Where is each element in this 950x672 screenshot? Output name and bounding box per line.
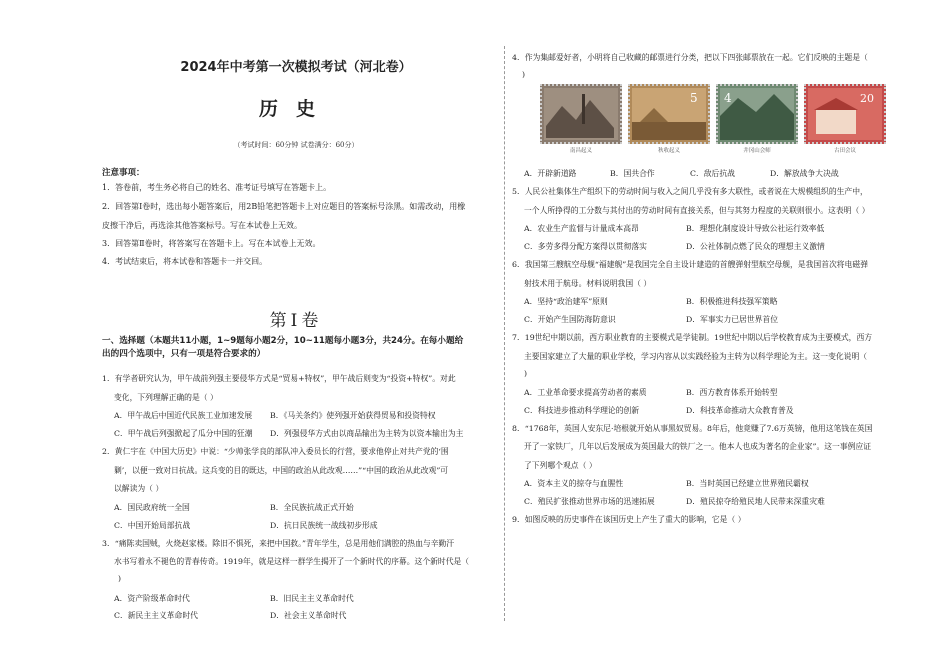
question-text: 6．我国第三艘航空母舰“福建舰”是我国完全自主设计建造的首艘弹射型航空母舰，是我国首次将电磁弹 bbox=[512, 260, 868, 269]
question-text: 3．“痛陈卖国贼，火烧赵家楼。除旧不惧死，来把中国救。”青年学生，总是用他们满腔的热血与辛勤汗 bbox=[102, 539, 455, 548]
option: B．旧民主主义革命时代 bbox=[270, 594, 354, 603]
option: A．坚持“政治建军”原则 bbox=[524, 297, 608, 306]
subject-title: 历史 bbox=[258, 98, 333, 120]
stamp-image bbox=[628, 84, 710, 144]
option: B．全民族抗战正式开始 bbox=[270, 503, 354, 512]
note-item: 皮擦干净后，再选涂其他答案标号。写在本试卷上无效。 bbox=[102, 221, 302, 230]
option: C．科技进步推动科学理论的创新 bbox=[524, 406, 640, 415]
stamp-value: 4 bbox=[724, 91, 732, 105]
stamp-illustration bbox=[806, 86, 884, 142]
option: C．中国开始局部抗战 bbox=[114, 521, 191, 530]
question-text: 5．人民公社集体生产组织下的劳动时间与收入之间几乎没有多大联性，或者说在大规模组织的生产中， bbox=[512, 187, 868, 196]
page-title: 2024年中考第一次模拟考试（河北卷） bbox=[180, 60, 412, 75]
stamp-illustration bbox=[718, 86, 796, 142]
question-text: 以解读为（ ） bbox=[114, 484, 164, 493]
option: D．社会主义革命时代 bbox=[270, 611, 347, 620]
question-text: 8．“1768年，英国人安东尼·培根就开始从事黑奴贸易。8年后，他竟赚了7.6万英镑，他用这笔钱在英国 bbox=[512, 424, 873, 433]
question-text: ) bbox=[522, 70, 526, 79]
question-text: 9．如图反映的历史事件在该国历史上产生了重大的影响，它是（ ） bbox=[512, 515, 746, 524]
stamp-value: 20 bbox=[860, 92, 874, 105]
option: C．新民主主义革命时代 bbox=[114, 611, 198, 620]
note-item: 1．答卷前，考生务必将自己的姓名、准考证号填写在答题卡上。 bbox=[102, 183, 332, 192]
section-heading-line: 一、选择题（本题共11小题，1~9题每小题2分，10~11题每小题3分，共24分。在每小题给 bbox=[102, 336, 464, 346]
stamp-image bbox=[716, 84, 798, 144]
question-text: 一个人所挣得的工分数与其付出的劳动时间有直接关系，但与其努力程度的关联则很小。这表明（ ） bbox=[524, 206, 870, 215]
option: D．抗日民族统一战线初步形成 bbox=[270, 521, 378, 530]
question-text: 主要国家建立了大量的职业学校，学习内容从以实践经验为主转为以科学理论为主。这一变化说明（ bbox=[524, 352, 868, 361]
stamp-caption: 古田会议 bbox=[833, 148, 856, 154]
question-text: 变化，下列理解正确的是（ ） bbox=[114, 393, 218, 402]
option: C．开始产生国防海防意识 bbox=[524, 315, 616, 324]
option: B．国共合作 bbox=[610, 169, 655, 178]
stamp-gallery bbox=[540, 84, 885, 156]
column-divider bbox=[504, 46, 505, 621]
question-text: 7．19世纪中期以前，西方职业教育的主要模式是学徒制。19世纪中期以后学校教育成为主要模式，西方 bbox=[512, 333, 873, 342]
question-text: 剿’，以便一致对日抗战。这兵变的目的既达，中国的政治从此改观……”“中国的政治从此改观”可 bbox=[114, 466, 449, 475]
question-text: 了下列哪个观点（ ） bbox=[524, 461, 597, 470]
stamp-value: 5 bbox=[690, 91, 698, 105]
option: A．国民政府统一全国 bbox=[114, 503, 190, 512]
option: A．资本主义的掠夺与血腥性 bbox=[524, 479, 624, 488]
option: A．资产阶级革命时代 bbox=[114, 594, 190, 603]
note-item: 4．考试结束后，将本试卷和答题卡一并交回。 bbox=[102, 257, 268, 266]
option: B．《马关条约》使列强开始获得贸易和投资特权 bbox=[270, 411, 436, 420]
option: D．科技革命推动大众教育普及 bbox=[686, 406, 794, 415]
option: C．甲午战后列强掀起了瓜分中国的狂潮 bbox=[114, 429, 253, 438]
stamp-image bbox=[540, 84, 622, 144]
option: A．甲午战后中国近代民族工业加速发展 bbox=[114, 411, 253, 420]
question-text: 水书写着永不褪色的青春传奇。1919年，就是这样一群学生揭开了一个新时代的序幕。这个新时代是（ bbox=[114, 557, 470, 566]
question-text: 4．作为集邮爱好者，小明将自己收藏的邮票进行分类，把以下四张邮票放在一起。它们反映的主题是（ bbox=[512, 53, 868, 62]
stamp-image bbox=[804, 84, 886, 144]
question-text: 1．有学者研究认为，甲午战前列强主要侵华方式是“贸易+特权”，甲午战后则变为“投资+特权”。对此 bbox=[102, 374, 456, 383]
section-heading bbox=[102, 335, 494, 362]
question-text: ) bbox=[524, 369, 528, 378]
option: D．列强侵华方式由以商品输出为主转为以资本输出为主 bbox=[270, 429, 464, 438]
option: B．理想化制度设计导致公社运行效率低 bbox=[686, 224, 825, 233]
option: A．工业革命要求提高劳动者的素质 bbox=[524, 388, 647, 397]
stamp-caption: 南昌起义 bbox=[569, 148, 592, 154]
option: D．军事实力已居世界首位 bbox=[686, 315, 779, 324]
stamp-caption: 井冈山会师 bbox=[743, 148, 771, 154]
exam-info: （考试时间：60分钟 试卷满分：60分） bbox=[233, 141, 359, 149]
part-one-heading: 第Ⅰ卷 bbox=[269, 311, 323, 331]
notes-title: 注意事项： bbox=[102, 168, 145, 178]
option: C．多劳多得分配方案得以贯彻落实 bbox=[524, 242, 647, 251]
option: A．农业生产监督与计量成本高昂 bbox=[524, 224, 639, 233]
option: C．殖民扩张推动世界市场的迅速拓展 bbox=[524, 497, 655, 506]
stamp-caption: 秋收起义 bbox=[657, 148, 680, 154]
option: A．开辟新道路 bbox=[524, 169, 577, 178]
question-text: ) bbox=[118, 574, 122, 583]
question-text: 开了一家铁厂，几年以后发展成为英国最大的铁厂之一。他本人也成为著名的企业家”。这一事例应证 bbox=[524, 442, 872, 451]
stamp-illustration bbox=[542, 86, 620, 142]
option: C．敌后抗战 bbox=[690, 169, 735, 178]
question-text: 2．黄仁宇在《中国大历史》中说：“少帅张学良的部队冲入委员长的行营，要求他停止对共产党的‘围 bbox=[102, 447, 449, 456]
note-item: 3．回答第Ⅱ卷时，将答案写在答题卡上。写在本试卷上无效。 bbox=[102, 239, 321, 248]
option: D．殖民掠夺给殖民地人民带来深重灾难 bbox=[686, 497, 825, 506]
stamp-illustration bbox=[630, 86, 708, 142]
section-heading-line: 出的四个选项中，只有一项是符合要求的） bbox=[102, 349, 266, 360]
option: D．公社体制点燃了民众的理想主义激情 bbox=[686, 242, 825, 251]
option: D．解放战争大决战 bbox=[770, 169, 839, 178]
note-item: 2．回答第Ⅰ卷时，选出每小题答案后，用2B铅笔把答题卡上对应题目的答案标号涂黑。如需改动，用橡 bbox=[102, 202, 466, 211]
question-text: 射技术用于航母。材料说明我国（ ） bbox=[524, 279, 652, 288]
option: B．当时英国已经建立世界殖民霸权 bbox=[686, 479, 809, 488]
option: B．西方教育体系开始转型 bbox=[686, 388, 778, 397]
option: B．积极推进科技强军策略 bbox=[686, 297, 778, 306]
